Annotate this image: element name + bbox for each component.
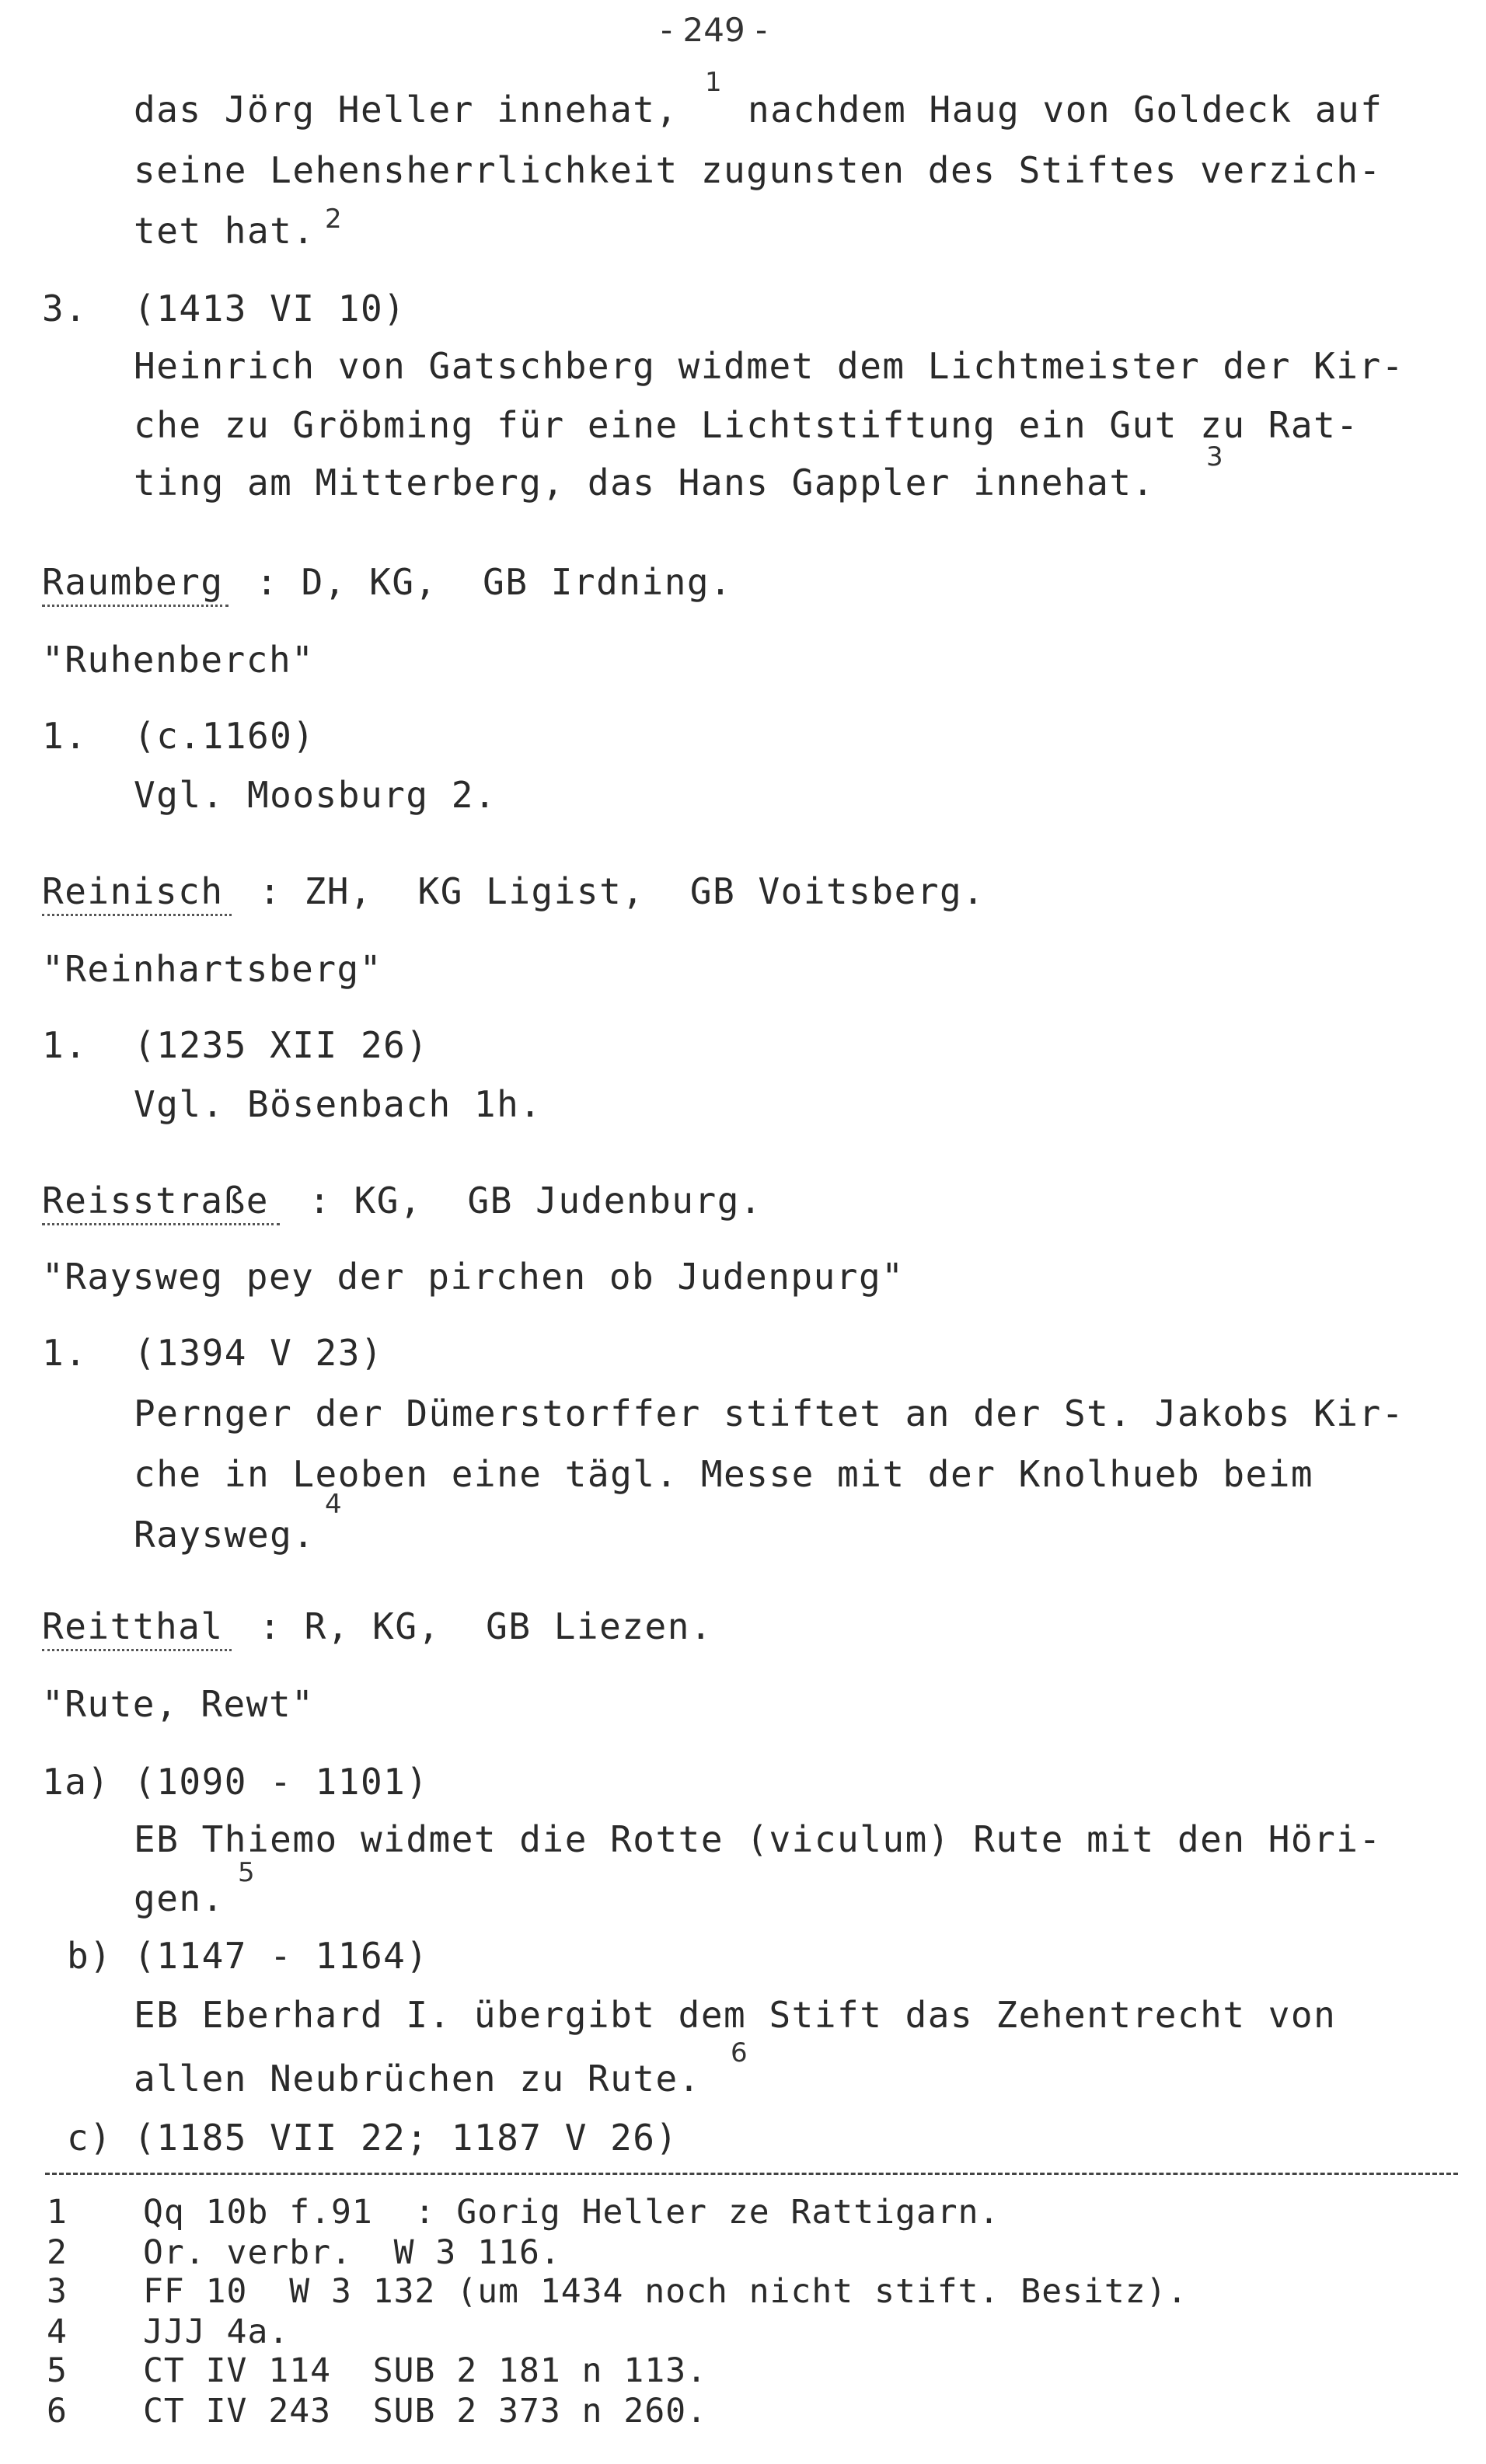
footnote-ref-4: 4: [325, 1489, 342, 1520]
reitthal-1b-line-1: EB Eberhard I. übergibt dem Stift das Zehentrecht von: [134, 1994, 1337, 2036]
footnote-3-text: FF 10 W 3 132 (um 1434 noch nicht stift. Besitz).: [143, 2272, 1188, 2311]
reitthal-quote: "Rute, Rewt": [42, 1683, 315, 1725]
raumberg-1-date: (c.1160): [134, 715, 316, 757]
footnote-2-text: Or. verbr. W 3 116.: [143, 2233, 561, 2272]
reinisch-1-ref: Vgl. Bösenbach 1h.: [134, 1083, 542, 1125]
footnote-5-number: 5: [47, 2351, 68, 2390]
item-3-date: (1413 VI 10): [134, 288, 406, 329]
reisstrasse-quote: "Raysweg pey der pirchen ob Judenpurg": [42, 1256, 905, 1298]
reitthal-1c-date: (1185 VII 22; 1187 V 26): [134, 2117, 678, 2159]
reitthal-underline: [42, 1649, 232, 1651]
reinisch-quote: "Reinhartsberg": [42, 948, 382, 990]
footnote-6-number: 6: [47, 2392, 68, 2431]
item-3-line-3: ting am Mitterberg, das Hans Gappler innehat.: [134, 462, 1155, 504]
footnote-ref-1: 1: [705, 67, 722, 98]
intro-line-1: das Jörg Heller innehat,: [134, 89, 678, 131]
footnote-ref-6: 6: [731, 2037, 748, 2068]
reisstrasse-1-date: (1394 V 23): [134, 1332, 384, 1374]
footnote-ref-5: 5: [238, 1857, 255, 1888]
footnote-6-text: CT IV 243 SUB 2 373 n 260.: [143, 2392, 707, 2431]
item-3-line-2: che zu Gröbming für eine Lichtstiftung ein Gut zu Rat-: [134, 404, 1359, 446]
raumberg-quote: "Ruhenberch": [42, 639, 315, 681]
reinisch-1-date: (1235 XII 26): [134, 1024, 429, 1066]
reisstrasse-1-line-2: che in Leoben eine tägl. Messe mit der Knolhueb beim: [134, 1453, 1314, 1495]
page-number: - 249 -: [661, 11, 768, 49]
reitthal-1b-date: (1147 - 1164): [134, 1935, 429, 1977]
reitthal-1a-number: 1a): [42, 1761, 110, 1803]
reitthal-1a-line-2: gen.: [134, 1877, 225, 1919]
reitthal-1b-number: b): [67, 1935, 113, 1977]
footnote-ref-3: 3: [1206, 441, 1223, 472]
raumberg-info: : D, KG, GB Irdning.: [233, 561, 733, 603]
footnote-4-number: 4: [47, 2312, 68, 2351]
item-3-number: 3.: [42, 288, 88, 329]
footnote-1-text: Qq 10b f.91 : Gorig Heller ze Rattigarn.: [143, 2193, 1000, 2232]
reitthal-1c-number: c): [67, 2117, 113, 2159]
reisstrasse-heading: Reisstraße: [42, 1180, 269, 1222]
footnote-1-number: 1: [47, 2193, 68, 2232]
raumberg-1-ref: Vgl. Moosburg 2.: [134, 774, 497, 816]
item-3-line-1: Heinrich von Gatschberg widmet dem Lichtmeister der Kir-: [134, 345, 1404, 387]
footnote-4-text: JJJ 4a.: [143, 2312, 290, 2351]
reitthal-1b-line-2: allen Neubrüchen zu Rute.: [134, 2058, 701, 2100]
reinisch-underline: [42, 914, 232, 916]
raumberg-1-number: 1.: [42, 715, 88, 757]
reisstrasse-1-line-1: Pernger der Dümerstorffer stiftet an der St. Jakobs Kir-: [134, 1392, 1404, 1434]
footnote-3-number: 3: [47, 2272, 68, 2311]
footnote-5-text: CT IV 114 SUB 2 181 n 113.: [143, 2351, 707, 2390]
footnote-2-number: 2: [47, 2233, 68, 2272]
reitthal-info: : R, KG, GB Liezen.: [236, 1605, 713, 1647]
reisstrasse-1-line-3: Raysweg.: [134, 1514, 316, 1556]
reisstrasse-info: : KG, GB Judenburg.: [286, 1180, 763, 1222]
reitthal-1a-date: (1090 - 1101): [134, 1761, 429, 1803]
intro-line-1b: nachdem Haug von Goldeck auf: [748, 89, 1383, 131]
raumberg-heading: Raumberg: [42, 561, 224, 603]
reisstrasse-underline: [42, 1223, 280, 1225]
footnote-separator: [45, 2173, 1458, 2175]
reinisch-heading: Reinisch: [42, 870, 224, 912]
raumberg-underline: [42, 605, 228, 607]
reinisch-1-number: 1.: [42, 1024, 88, 1066]
reitthal-heading: Reitthal: [42, 1605, 224, 1647]
intro-line-2: seine Lehensherrlichkeit zugunsten des Stiftes verzich-: [134, 149, 1382, 191]
footnote-ref-2: 2: [325, 204, 342, 235]
reitthal-1a-line-1: EB Thiemo widmet die Rotte (viculum) Rute mit den Höri-: [134, 1818, 1382, 1860]
intro-line-3: tet hat.: [134, 210, 316, 252]
reisstrasse-1-number: 1.: [42, 1332, 88, 1374]
reinisch-info: : ZH, KG Ligist, GB Voitsberg.: [236, 870, 985, 912]
